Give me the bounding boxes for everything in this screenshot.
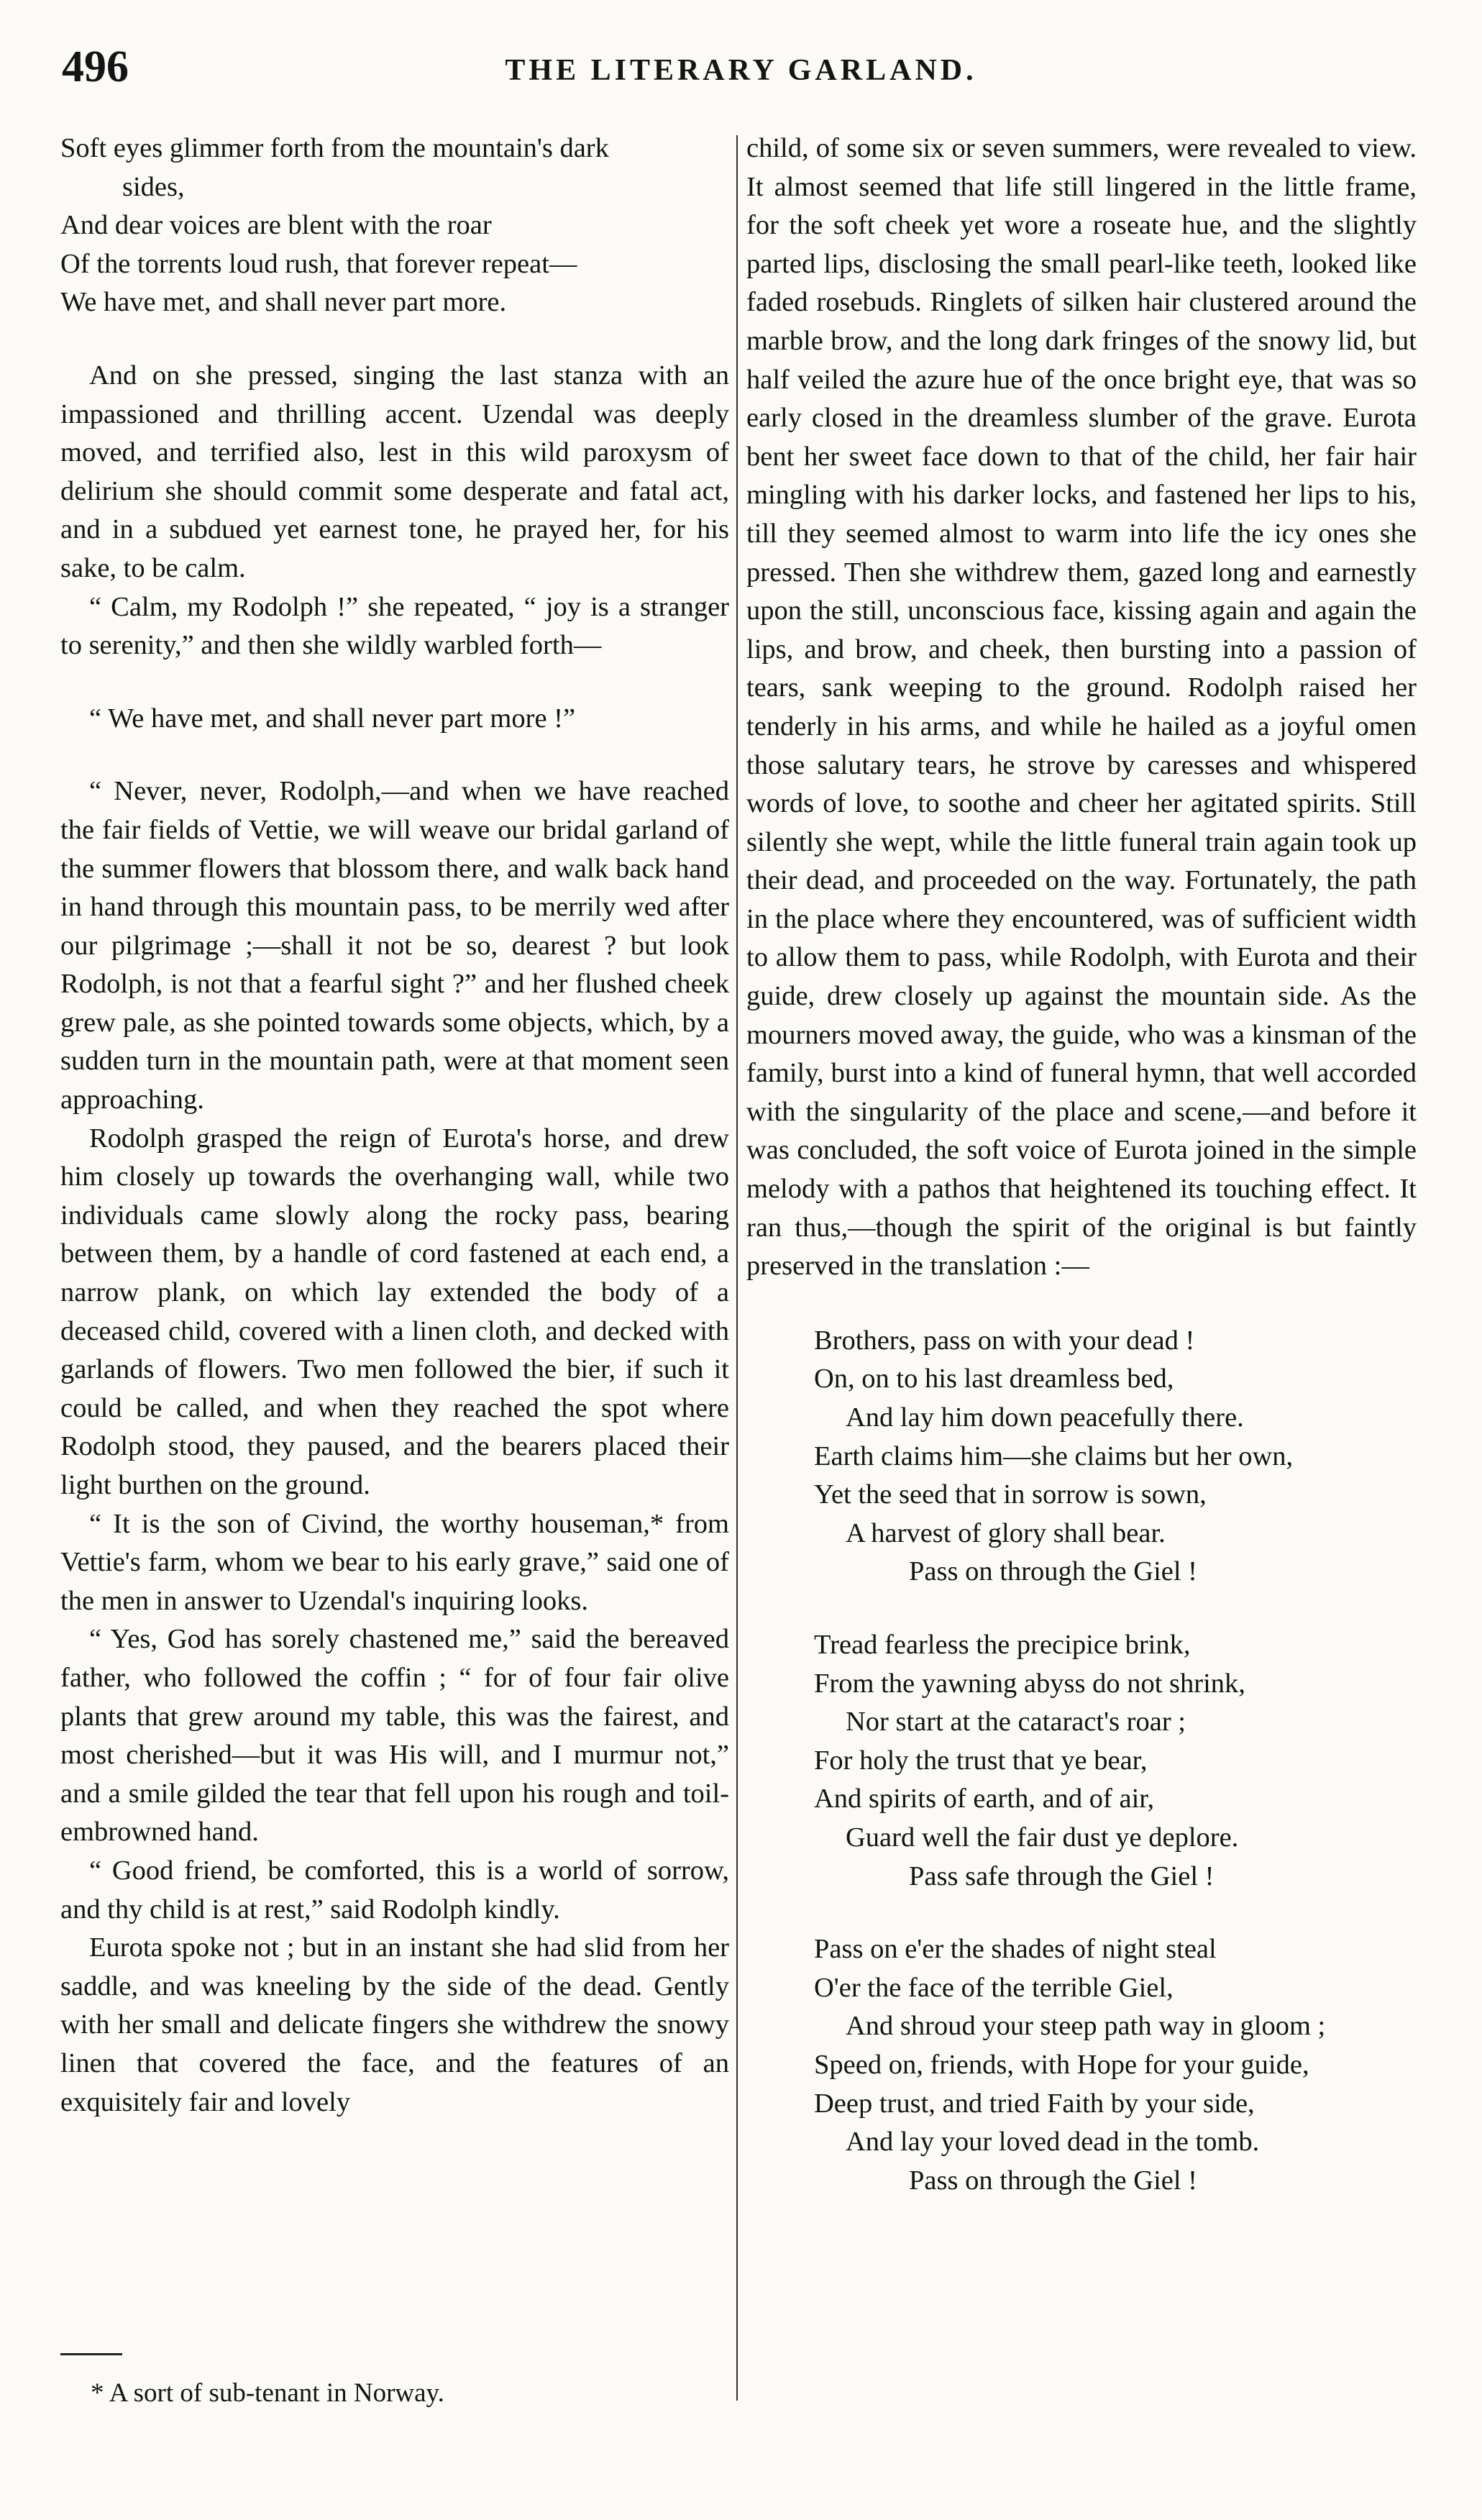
verse-line: Brothers, pass on with your dead ! [814, 1325, 1195, 1356]
paragraph: Eurota spoke not ; but in an instant she had slid from her saddle, and was kneeling by the side of the dead. Gently with her small and delicate fingers she withdrew the snowy linen that covered the face, and the features of an exquisitely fair and lovely [60, 1932, 729, 2117]
paragraph: Rodolph grasped the reign of Eurota's horse, and drew him closely up towards the overhanging wall, while two individuals came slowly along the rocky pass, bearing between them, by a handle of cord fastened at each end, a narrow plank, on which lay extended the body of a deceased child, covered with a linen cloth, and decked with garlands of flowers. Two men followed the bier, if such it could be called, and when they reached the spot where Rodolph stood, they paused, and the bearers placed their light burthen on the ground. [60, 1123, 729, 1500]
verse-line: And dear voices are blent with the roar [60, 210, 492, 241]
sung-line: “ We have met, and shall never part more !” [89, 703, 576, 734]
running-head: THE LITERARY GARLAND. [505, 54, 977, 87]
verse-line: Of the torrents loud rush, that forever repeat— [60, 248, 577, 279]
verse-line: And shroud your steep path way in gloom ; [846, 2011, 1326, 2042]
footnote-rule [60, 2353, 122, 2355]
opening-verse [60, 129, 729, 322]
verse-line: sides, [122, 171, 185, 202]
page-number: 496 [62, 42, 129, 91]
verse-line: And spirits of earth, and of air, [814, 1784, 1155, 1814]
paragraph: “ Never, never, Rodolph,—and when we have reached the fair fields of Vettie, we will weave our bridal garland of the summer flowers that blossom there, and walk back hand in hand through this mountain pass, to be merrily wed after our pilgrimage ;—shall it not be so, dearest ? but look Rodolph, is not that a fearful sight ?” and her flushed cheek grew pale, as she pointed towards some objects, which, by a sudden turn in the mountain path, were at that moment seen approaching. [60, 776, 729, 1115]
verse-line: From the yawning abyss do not shrink, [814, 1668, 1245, 1699]
verse-line: Deep trust, and tried Faith by your side, [814, 2088, 1255, 2119]
verse-line: Pass on through the Giel ! [909, 2165, 1197, 2196]
verse-line: And lay your loved dead in the tomb. [846, 2127, 1260, 2158]
verse-line: And lay him down peacefully there. [846, 1402, 1244, 1433]
verse-line: Pass on through the Giel ! [909, 1556, 1197, 1587]
footnote: * A sort of sub-tenant in Norway. [91, 2378, 444, 2408]
verse-line: O'er the face of the terrible Giel, [814, 1972, 1174, 2003]
verse-line: On, on to his last dreamless bed, [814, 1364, 1174, 1394]
verse-line: Speed on, friends, with Hope for your guide, [814, 2049, 1309, 2080]
paragraph: “ It is the son of Civind, the worthy houseman,* from Vettie's farm, whom we bear to his early grave,” said one of the men in answer to Uzendal's inquiring looks. [60, 1508, 729, 1616]
hymn-stanza [746, 1322, 1417, 1592]
paragraph: child, of some six or seven summers, were revealed to view. It almost seemed that life still lingered in the little frame, for the soft cheek yet wore a roseate hue, and the slightly parted lips, disclosing the small pearl-like teeth, looked like faded rosebuds. Ringlets of silken hair clustered around the marble brow, and the long dark fringes of the snowy lid, but half veiled the azure hue of the once bright eye, that was so early closed in the dreamless slumber of the grave. Eurota bent her sweet face down to that of the child, her fair hair mingling with his darker locks, and fastened her lips to his, till they seemed almost to warm into life the icy ones she pressed. Then she withdrew them, gazed long and earnestly upon the still, unconscious face, kissing again and again the lips, and brow, and cheek, then bursting into a passion of tears, sank weeping to the ground. Rodolph raised her tenderly in his arms, and while he hailed as a joyful omen those salutary tears, he strove by caresses and whispered words of love, to soothe and cheer her agitated spirits. Still silently she wept, while the little funeral train again took up their dead, and proceeded on the way. Fortunately, the path in the place where they encountered, was of sufficient width to allow them to pass, while Rodolph, with Eurota and their guide, drew closely up against the mountain side. As the mourners moved away, the guide, who was a kinsman of the family, burst into a kind of funeral hymn, that well accorded with the singularity of the place and scene,—and before it was concluded, the soft voice of Eurota joined in the simple melody with a pathos that heightened its touching effect. It ran thus,—though the spirit of the original is but faintly preserved in the translation :— [746, 133, 1417, 1282]
verse-line: Soft eyes glimmer forth from the mountain's dark [60, 133, 609, 163]
hymn-stanza [746, 1626, 1417, 1896]
paragraph: “ Good friend, be comforted, this is a world of sorrow, and thy child is at rest,” said Rodolph kindly. [60, 1855, 729, 1925]
verse-line: Guard well the fair dust ye deplore. [846, 1822, 1239, 1853]
verse-line: Earth claims him—she claims but her own, [814, 1441, 1294, 1471]
column-divider [736, 135, 738, 2401]
verse-line: Pass safe through the Giel ! [909, 1861, 1215, 1891]
left-column [60, 129, 729, 2122]
paragraph: “ Calm, my Rodolph !” she repeated, “ joy is a stranger to serenity,” and then she wildly warbled forth— [60, 591, 729, 661]
verse-line: We have met, and shall never part more. [60, 287, 507, 318]
verse-line: Yet the seed that in sorrow is sown, [814, 1479, 1207, 1510]
hymn-stanza [746, 1930, 1417, 2200]
verse-line: Nor start at the cataract's roar ; [846, 1707, 1186, 1738]
verse-line: A harvest of glory shall bear. [846, 1517, 1166, 1548]
paragraph: And on she pressed, singing the last stanza with an impassioned and thrilling accent. Uzendal was deeply moved, and terrified also, lest in this wild paroxysm of delirium she should commit some desperate and fatal act, and in a subdued yet earnest tone, he prayed her, for his sake, to be calm. [60, 360, 729, 583]
verse-line: Tread fearless the precipice brink, [814, 1629, 1191, 1660]
verse-line: Pass on e'er the shades of night steal [814, 1934, 1217, 1965]
paragraph: “ Yes, God has sorely chastened me,” said the bereaved father, who followed the coffin ; “ for of four fair olive plants that grew around my table, this was the fairest, and most cherished—but it was His will, and I murmur not,” and a smile gilded the tear that fell upon his rough and toil-embrowned hand. [60, 1624, 729, 1848]
verse-line: For holy the trust that ye bear, [814, 1745, 1148, 1776]
right-column [746, 129, 1417, 2200]
